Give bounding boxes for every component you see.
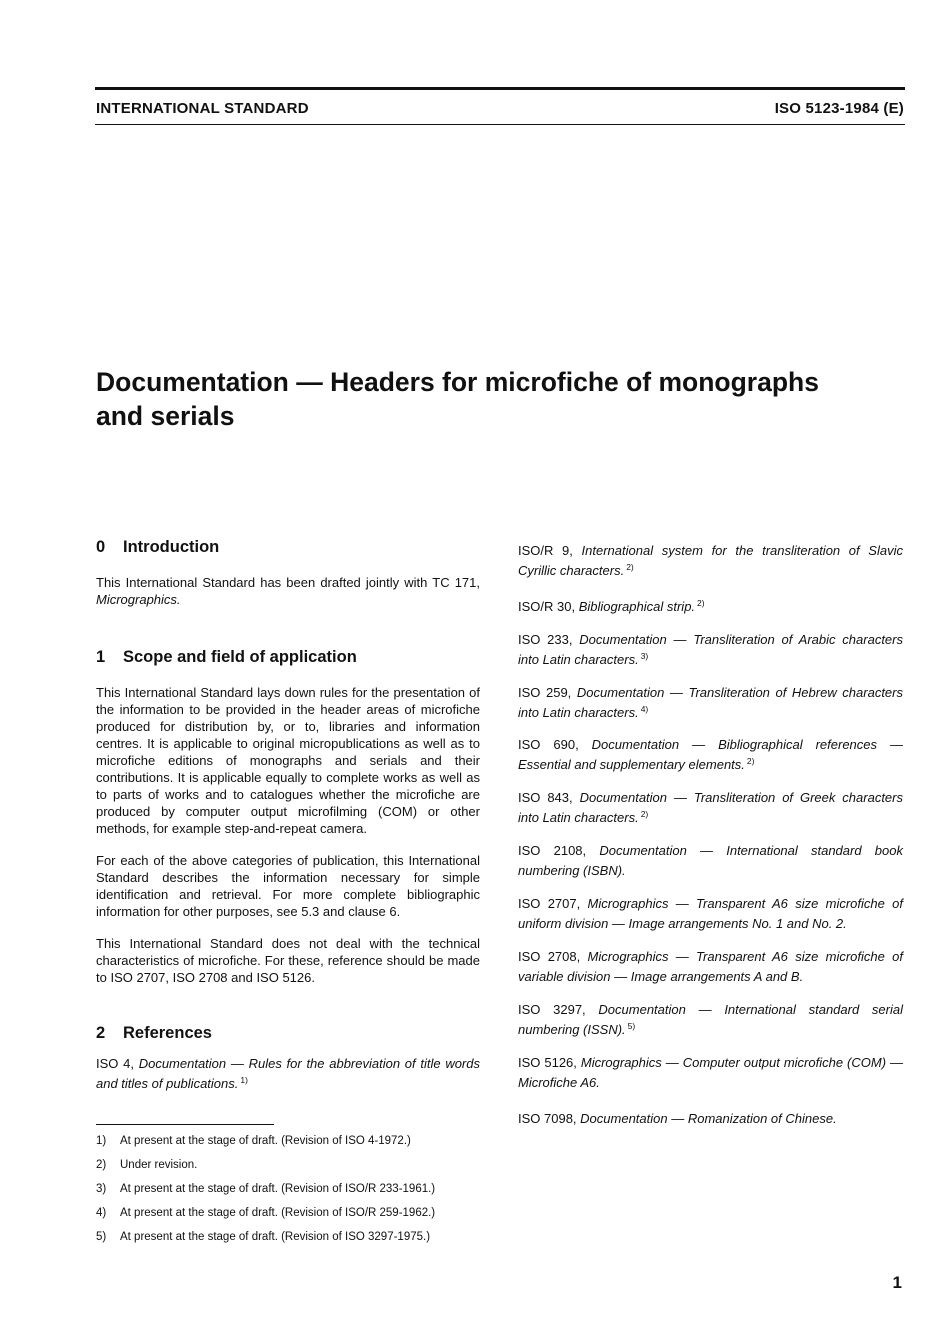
section-title: References [123,1024,212,1042]
reference-entry [518,842,903,879]
footnotes [96,1134,596,1254]
title-line-2: and serials [96,401,235,431]
reference-title: Documentation — Transliteration of Hebrew characters into Latin characters. [518,685,903,720]
page-number: 1 [892,1273,902,1292]
introduction-text-italic: Micrographics. [96,592,181,607]
reference-entry [518,948,903,985]
reference-entry [518,631,903,668]
footnote-text: Under revision. [120,1159,198,1171]
reference-id: ISO 690, [518,737,579,752]
footnote-number: 3) [96,1183,107,1195]
section-heading-introduction [96,538,480,557]
header-document-type: INTERNATIONAL STANDARD [96,100,309,117]
reference-footnote-mark: 5) [627,1021,636,1031]
reference-id: ISO 2708, [518,949,581,964]
reference-title: Micrographics — Transparent A6 size microfiche of variable division — Image arrangements A and B. [518,949,903,984]
introduction-text: This International Standard has been drafted jointly with TC 171, [96,575,480,590]
scope-paragraph-3: This International Standard does not deal with the technical characteristics of microfiche. For these, reference should be made to ISO 2707, ISO 2708 and ISO 5126. [96,936,480,985]
reference-entry [518,736,903,773]
footnote-text: At present at the stage of draft. (Revision of ISO 4-1972.) [120,1135,411,1147]
reference-id: ISO 7098, [518,1111,577,1126]
left-column [96,538,480,1092]
reference-title: Bibliographical strip. [578,599,696,614]
reference-footnote-mark: 2) [746,756,755,766]
reference-entry [518,895,903,932]
reference-title: Micrographics — Transparent A6 size microfiche of uniform division — Image arrangements No. 1 and No. 2. [518,896,903,931]
reference-title: International system for the transliteration of Slavic Cyrillic characters. [518,543,903,578]
title-line-1: Documentation — Headers for microfiche of monographs [96,367,819,397]
section-number: 0 [96,538,106,556]
scope-paragraph-2: For each of the above categories of publication, this International Standard describes the information necessary for simple identification and retrieval. For more complete bibliographic information for other purposes, see 5.3 and clause 6. [96,853,480,919]
reference-id: ISO 259, [518,685,572,700]
introduction-paragraph [96,574,480,608]
reference-title: Documentation — International standard book numbering (ISBN). [518,843,903,878]
section-title: Scope and field of application [123,648,357,666]
reference-id: ISO 843, [518,790,573,805]
reference-entry [518,684,903,721]
footnote-item [96,1206,596,1230]
section-number: 2 [96,1024,106,1042]
footnote-item [96,1134,596,1158]
header-standard-number: ISO 5123-1984 (E) [774,100,904,117]
section-heading-references [96,1024,480,1043]
reference-id: ISO/R 9, [518,543,573,558]
reference-title: Documentation — Transliteration of Arabic characters into Latin characters. [518,632,903,667]
reference-footnote-mark: 2) [626,562,634,572]
footnote-text: At present at the stage of draft. (Revision of ISO/R 233-1961.) [120,1183,436,1195]
reference-title: Documentation — International standard serial numbering (ISSN). [518,1002,903,1037]
header-top-rule [95,87,905,90]
footnote-number: 4) [96,1207,107,1219]
reference-id: ISO 233, [518,632,573,647]
section-heading-scope [96,648,480,667]
reference-entry [518,542,903,579]
section-title: Introduction [123,538,220,556]
footnote-text: At present at the stage of draft. (Revision of ISO 3297-1975.) [120,1231,431,1243]
footnote-item [96,1182,596,1206]
right-column [518,542,903,1127]
footnote-number: 5) [96,1231,107,1243]
reference-entry [518,1054,903,1091]
reference-id: ISO 2707, [518,896,581,911]
reference-entry [518,1001,903,1038]
footnote-text: At present at the stage of draft. (Revision of ISO/R 259-1962.) [120,1207,436,1219]
reference-id: ISO/R 30, [518,599,576,614]
scope-paragraph-1: This International Standard lays down rules for the presentation of the information to be provided in the header areas of microfiche produced for distribution by, or to, libraries and information centres. It is applicable to original micropublications as well as to microfiche editions of monographs and serials and their contributions. It is applicable equally to complete works as well as to parts of works and to catalogues whether the microfiche are produced by computer output microfilming (COM) or other methods, for example step-and-repeat camera. [96,685,480,836]
footnote-item [96,1158,596,1182]
reference-entry [518,1107,903,1127]
header-bottom-rule [95,124,905,125]
reference-id: ISO 4, [96,1056,134,1071]
reference-footnote-mark: 3) [640,651,649,661]
reference-footnote-mark: 1) [240,1075,248,1085]
reference-footnote-mark: 4) [640,704,649,714]
reference-entry [518,595,903,615]
document-title [96,365,916,433]
reference-footnote-mark: 2) [640,809,649,819]
reference-entry [96,1055,480,1092]
footnote-item [96,1230,596,1254]
reference-id: ISO 3297, [518,1002,586,1017]
reference-footnote-mark: 2) [697,598,705,608]
footnote-number: 2) [96,1159,107,1171]
reference-title: Micrographics — Computer output microfiche (COM) — Microfiche A6. [518,1055,903,1090]
reference-title: Documentation — Transliteration of Greek characters into Latin characters. [518,790,903,825]
footnote-number: 1) [96,1135,107,1147]
reference-entry [518,789,903,826]
reference-title: Documentation — Bibliographical references — Essential and supplementary elements. [518,737,903,772]
reference-id: ISO 2108, [518,843,587,858]
footnote-separator [96,1124,274,1125]
section-number: 1 [96,648,106,666]
reference-title: Documentation — Rules for the abbreviation of title words and titles of publications. [96,1056,480,1091]
reference-title: Documentation — Romanization of Chinese. [580,1111,837,1126]
reference-id: ISO 5126, [518,1055,577,1070]
